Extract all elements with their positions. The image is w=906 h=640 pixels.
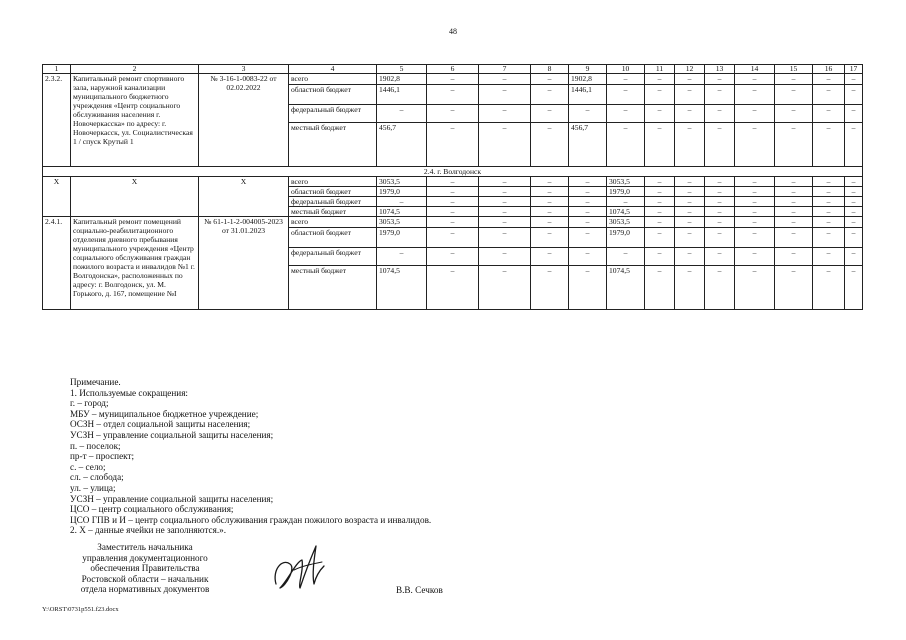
item-document: Х xyxy=(199,177,289,217)
page-number: 48 xyxy=(449,27,457,36)
value-cell: – xyxy=(845,266,863,310)
item-number: Х xyxy=(43,177,71,217)
header-cell: 15 xyxy=(775,65,813,74)
value-cell: – xyxy=(531,105,569,123)
funding-source: местный бюджет xyxy=(289,266,377,310)
header-cell: 16 xyxy=(813,65,845,74)
value-cell: – xyxy=(479,266,531,310)
header-cell: 7 xyxy=(479,65,531,74)
value-cell: – xyxy=(427,266,479,310)
funding-source: федеральный бюджет xyxy=(289,197,377,207)
value-cell: – xyxy=(569,228,607,248)
item-number: 2.3.2. xyxy=(43,74,71,167)
value-cell: – xyxy=(845,105,863,123)
note-line: п. – поселок; xyxy=(70,440,121,451)
value-cell: – xyxy=(377,105,427,123)
file-path-footer: Y:\ORST\0731p551.f23.docx xyxy=(42,606,119,613)
handwritten-signature xyxy=(268,540,328,596)
value-cell: – xyxy=(705,228,735,248)
value-cell: – xyxy=(845,228,863,248)
value-cell: – xyxy=(607,248,645,266)
note-line: ул. – улица; xyxy=(70,482,116,493)
value-cell: 1074,5 xyxy=(607,266,645,310)
funding-source: федеральный бюджет xyxy=(289,105,377,123)
value-cell: 1979,0 xyxy=(607,187,645,197)
value-cell: – xyxy=(531,187,569,197)
header-cell: 1 xyxy=(43,65,71,74)
value-cell: – xyxy=(775,123,813,167)
note-line: пр-т – проспект; xyxy=(70,451,135,462)
value-cell: – xyxy=(645,217,675,228)
value-cell: – xyxy=(645,85,675,105)
value-cell: – xyxy=(531,74,569,85)
value-cell: – xyxy=(531,217,569,228)
section-row xyxy=(43,167,863,177)
value-cell: – xyxy=(427,197,479,207)
header-cell: 2 xyxy=(71,65,199,74)
value-cell: – xyxy=(607,123,645,167)
value-cell: – xyxy=(675,248,705,266)
value-cell: – xyxy=(705,85,735,105)
value-cell: – xyxy=(775,197,813,207)
value-cell: – xyxy=(427,85,479,105)
value-cell: – xyxy=(607,197,645,207)
value-cell: – xyxy=(735,177,775,187)
value-cell: – xyxy=(775,85,813,105)
value-cell: – xyxy=(645,123,675,167)
value-cell: 1979,0 xyxy=(607,228,645,248)
value-cell: – xyxy=(813,207,845,217)
value-cell: – xyxy=(705,217,735,228)
value-cell: 3053,5 xyxy=(607,177,645,187)
value-cell: – xyxy=(705,266,735,310)
value-cell: – xyxy=(705,248,735,266)
value-cell: – xyxy=(775,217,813,228)
value-cell: – xyxy=(645,248,675,266)
value-cell: – xyxy=(427,177,479,187)
header-cell: 3 xyxy=(199,65,289,74)
value-cell: – xyxy=(531,228,569,248)
value-cell: – xyxy=(813,105,845,123)
value-cell: – xyxy=(813,177,845,187)
value-cell: – xyxy=(607,105,645,123)
funding-source: местный бюджет xyxy=(289,207,377,217)
value-cell: – xyxy=(813,217,845,228)
value-cell: 1074,5 xyxy=(377,266,427,310)
value-cell: – xyxy=(531,248,569,266)
value-cell: – xyxy=(705,207,735,217)
signatory-title-line: отдела нормативных документов xyxy=(80,584,210,595)
value-cell: – xyxy=(645,228,675,248)
budget-table xyxy=(42,64,863,310)
value-cell: – xyxy=(427,248,479,266)
value-cell: – xyxy=(813,248,845,266)
value-cell: – xyxy=(845,248,863,266)
item-name: Х xyxy=(71,177,199,217)
value-cell: – xyxy=(845,217,863,228)
value-cell: – xyxy=(705,197,735,207)
value-cell: – xyxy=(569,177,607,187)
value-cell: – xyxy=(813,228,845,248)
value-cell: 1979,0 xyxy=(377,228,427,248)
value-cell: – xyxy=(705,74,735,85)
funding-source: федеральный бюджет xyxy=(289,248,377,266)
value-cell: – xyxy=(775,228,813,248)
value-cell: 3053,5 xyxy=(377,177,427,187)
funding-source: всего xyxy=(289,177,377,187)
value-cell: – xyxy=(645,177,675,187)
header-cell: 10 xyxy=(607,65,645,74)
value-cell: – xyxy=(531,197,569,207)
value-cell: – xyxy=(735,248,775,266)
value-cell: 456,7 xyxy=(569,123,607,167)
value-cell: 1979,0 xyxy=(377,187,427,197)
value-cell: – xyxy=(675,123,705,167)
value-cell: – xyxy=(645,105,675,123)
funding-source: всего xyxy=(289,217,377,228)
value-cell: – xyxy=(569,207,607,217)
value-cell: – xyxy=(845,123,863,167)
value-cell: – xyxy=(735,85,775,105)
value-cell: – xyxy=(735,74,775,85)
notes-section xyxy=(70,377,431,536)
item-document: № 3-16-1-0083-22 от 02.02.2022 xyxy=(199,74,289,167)
header-row xyxy=(43,65,863,74)
value-cell: – xyxy=(427,228,479,248)
note-line: сл. – слобода; xyxy=(70,472,124,483)
signatory-title-line: управления документационного xyxy=(82,552,208,563)
value-cell: – xyxy=(531,177,569,187)
note-line: УСЗН – управление социальной защиты населения; xyxy=(70,429,274,440)
value-cell: – xyxy=(675,266,705,310)
note-line: УСЗН – управление социальной защиты населения; xyxy=(70,493,274,504)
value-cell: – xyxy=(645,197,675,207)
value-cell: 1074,5 xyxy=(607,207,645,217)
note-line: Примечание. xyxy=(70,377,121,387)
value-cell: – xyxy=(845,74,863,85)
funding-source: областной бюджет xyxy=(289,187,377,197)
value-cell: – xyxy=(813,74,845,85)
value-cell: – xyxy=(427,187,479,197)
value-cell: – xyxy=(845,187,863,197)
value-cell: – xyxy=(645,266,675,310)
value-cell: – xyxy=(735,187,775,197)
note-line: г. – город; xyxy=(70,398,109,409)
note-line: ЦСО – центр социального обслуживания; xyxy=(70,504,234,515)
value-cell: – xyxy=(645,187,675,197)
value-cell: – xyxy=(813,197,845,207)
value-cell: – xyxy=(531,123,569,167)
value-cell: – xyxy=(479,217,531,228)
header-cell: 4 xyxy=(289,65,377,74)
header-cell: 9 xyxy=(569,65,607,74)
value-cell: – xyxy=(569,105,607,123)
section-title: 2.4. г. Волгодонск xyxy=(43,167,863,177)
value-cell: – xyxy=(427,74,479,85)
signatory-title-line: Ростовской области – начальник xyxy=(81,573,209,584)
funding-source: местный бюджет xyxy=(289,123,377,167)
note-line: МБУ – муниципальное бюджетное учреждение; xyxy=(70,408,259,419)
note-line: ОСЗН – отдел социальной защиты населения; xyxy=(70,419,251,430)
value-cell: – xyxy=(531,266,569,310)
value-cell: – xyxy=(607,85,645,105)
value-cell: – xyxy=(735,207,775,217)
value-cell: 1446,1 xyxy=(377,85,427,105)
value-cell: – xyxy=(705,187,735,197)
value-cell: – xyxy=(569,197,607,207)
value-cell: – xyxy=(479,85,531,105)
value-cell: – xyxy=(479,105,531,123)
value-cell: – xyxy=(645,74,675,85)
value-cell: – xyxy=(775,266,813,310)
value-cell: – xyxy=(479,123,531,167)
value-cell: – xyxy=(705,177,735,187)
value-cell: – xyxy=(813,266,845,310)
value-cell: – xyxy=(845,207,863,217)
value-cell: – xyxy=(813,85,845,105)
value-cell: – xyxy=(813,187,845,197)
value-cell: – xyxy=(735,123,775,167)
item-number: 2.4.1. xyxy=(43,217,71,310)
value-cell: – xyxy=(479,228,531,248)
header-cell: 13 xyxy=(705,65,735,74)
funding-source: областной бюджет xyxy=(289,85,377,105)
value-cell: – xyxy=(645,207,675,217)
value-cell: – xyxy=(479,177,531,187)
value-cell: – xyxy=(705,105,735,123)
value-cell: – xyxy=(479,248,531,266)
value-cell: – xyxy=(569,266,607,310)
header-cell: 11 xyxy=(645,65,675,74)
value-cell: – xyxy=(705,123,735,167)
table-row xyxy=(43,74,863,85)
signatory-name: В.В. Сечков xyxy=(396,585,443,595)
value-cell: – xyxy=(675,187,705,197)
value-cell: – xyxy=(427,217,479,228)
value-cell: 1446,1 xyxy=(569,85,607,105)
value-cell: – xyxy=(775,105,813,123)
value-cell: – xyxy=(675,197,705,207)
value-cell: – xyxy=(675,177,705,187)
value-cell: – xyxy=(531,207,569,217)
value-cell: – xyxy=(427,123,479,167)
value-cell: – xyxy=(377,248,427,266)
note-line: ЦСО ГПВ и И – центр социального обслуживания граждан пожилого возраста и инвалидов. xyxy=(70,514,432,525)
value-cell: – xyxy=(845,197,863,207)
value-cell: 1902,8 xyxy=(569,74,607,85)
value-cell: 1074,5 xyxy=(377,207,427,217)
value-cell: – xyxy=(813,123,845,167)
value-cell: – xyxy=(735,197,775,207)
table-row xyxy=(43,217,863,228)
value-cell: – xyxy=(479,187,531,197)
header-cell: 5 xyxy=(377,65,427,74)
note-line: 2. Х – данные ячейки не заполняются.». xyxy=(70,525,227,536)
value-cell: – xyxy=(735,105,775,123)
value-cell: – xyxy=(675,207,705,217)
value-cell: – xyxy=(675,217,705,228)
header-cell: 8 xyxy=(531,65,569,74)
value-cell: – xyxy=(775,187,813,197)
value-cell: – xyxy=(427,207,479,217)
signatory-title-line: Заместитель начальника xyxy=(97,542,193,552)
value-cell: – xyxy=(775,177,813,187)
value-cell: 1902,8 xyxy=(377,74,427,85)
value-cell: – xyxy=(675,105,705,123)
value-cell: – xyxy=(735,217,775,228)
value-cell: – xyxy=(479,74,531,85)
value-cell: – xyxy=(531,85,569,105)
item-name: Капитальный ремонт помещений социально-реабилитационного отделения дневного пребывания муниципального учреждения «Центр социального обслуживания граждан пожилого возраста и инвалидов №1 г. Волгодонска», расположенных по адресу: г. Волгодонск, ул. М. Горького, д. 167, помещение №I xyxy=(71,217,199,310)
value-cell: 3053,5 xyxy=(607,217,645,228)
header-cell: 14 xyxy=(735,65,775,74)
header-cell: 6 xyxy=(427,65,479,74)
value-cell: – xyxy=(569,187,607,197)
signatory-title xyxy=(40,542,250,595)
value-cell: – xyxy=(427,105,479,123)
value-cell: – xyxy=(775,248,813,266)
value-cell: – xyxy=(775,207,813,217)
value-cell: – xyxy=(775,74,813,85)
funding-source: областной бюджет xyxy=(289,228,377,248)
value-cell: – xyxy=(377,197,427,207)
header-cell: 12 xyxy=(675,65,705,74)
value-cell: – xyxy=(675,228,705,248)
value-cell: – xyxy=(569,217,607,228)
value-cell: – xyxy=(479,197,531,207)
item-document: № 61-1-1-2-004005-2023 от 31.01.2023 xyxy=(199,217,289,310)
item-name: Капитальный ремонт спортивного зала, наружной канализации муниципального бюджетного учреждения «Центр социального обслуживания населения г. Новочеркасска» по адресу: г. Новочеркасск, ул. Социалистическая 1 / спуск Крутый 1 xyxy=(71,74,199,167)
value-cell: – xyxy=(675,85,705,105)
value-cell: – xyxy=(735,228,775,248)
value-cell: – xyxy=(479,207,531,217)
value-cell: – xyxy=(675,74,705,85)
value-cell: – xyxy=(845,85,863,105)
header-cell: 17 xyxy=(845,65,863,74)
value-cell: – xyxy=(735,266,775,310)
value-cell: – xyxy=(845,177,863,187)
note-line: с. – село; xyxy=(70,461,106,472)
funding-source: всего xyxy=(289,74,377,85)
value-cell: 456,7 xyxy=(377,123,427,167)
value-cell: – xyxy=(607,74,645,85)
value-cell: – xyxy=(569,248,607,266)
signatory-title-line: обеспечения Правительства xyxy=(90,563,200,574)
value-cell: 3053,5 xyxy=(377,217,427,228)
table-row xyxy=(43,177,863,187)
note-line: 1. Используемые сокращения: xyxy=(70,387,188,398)
